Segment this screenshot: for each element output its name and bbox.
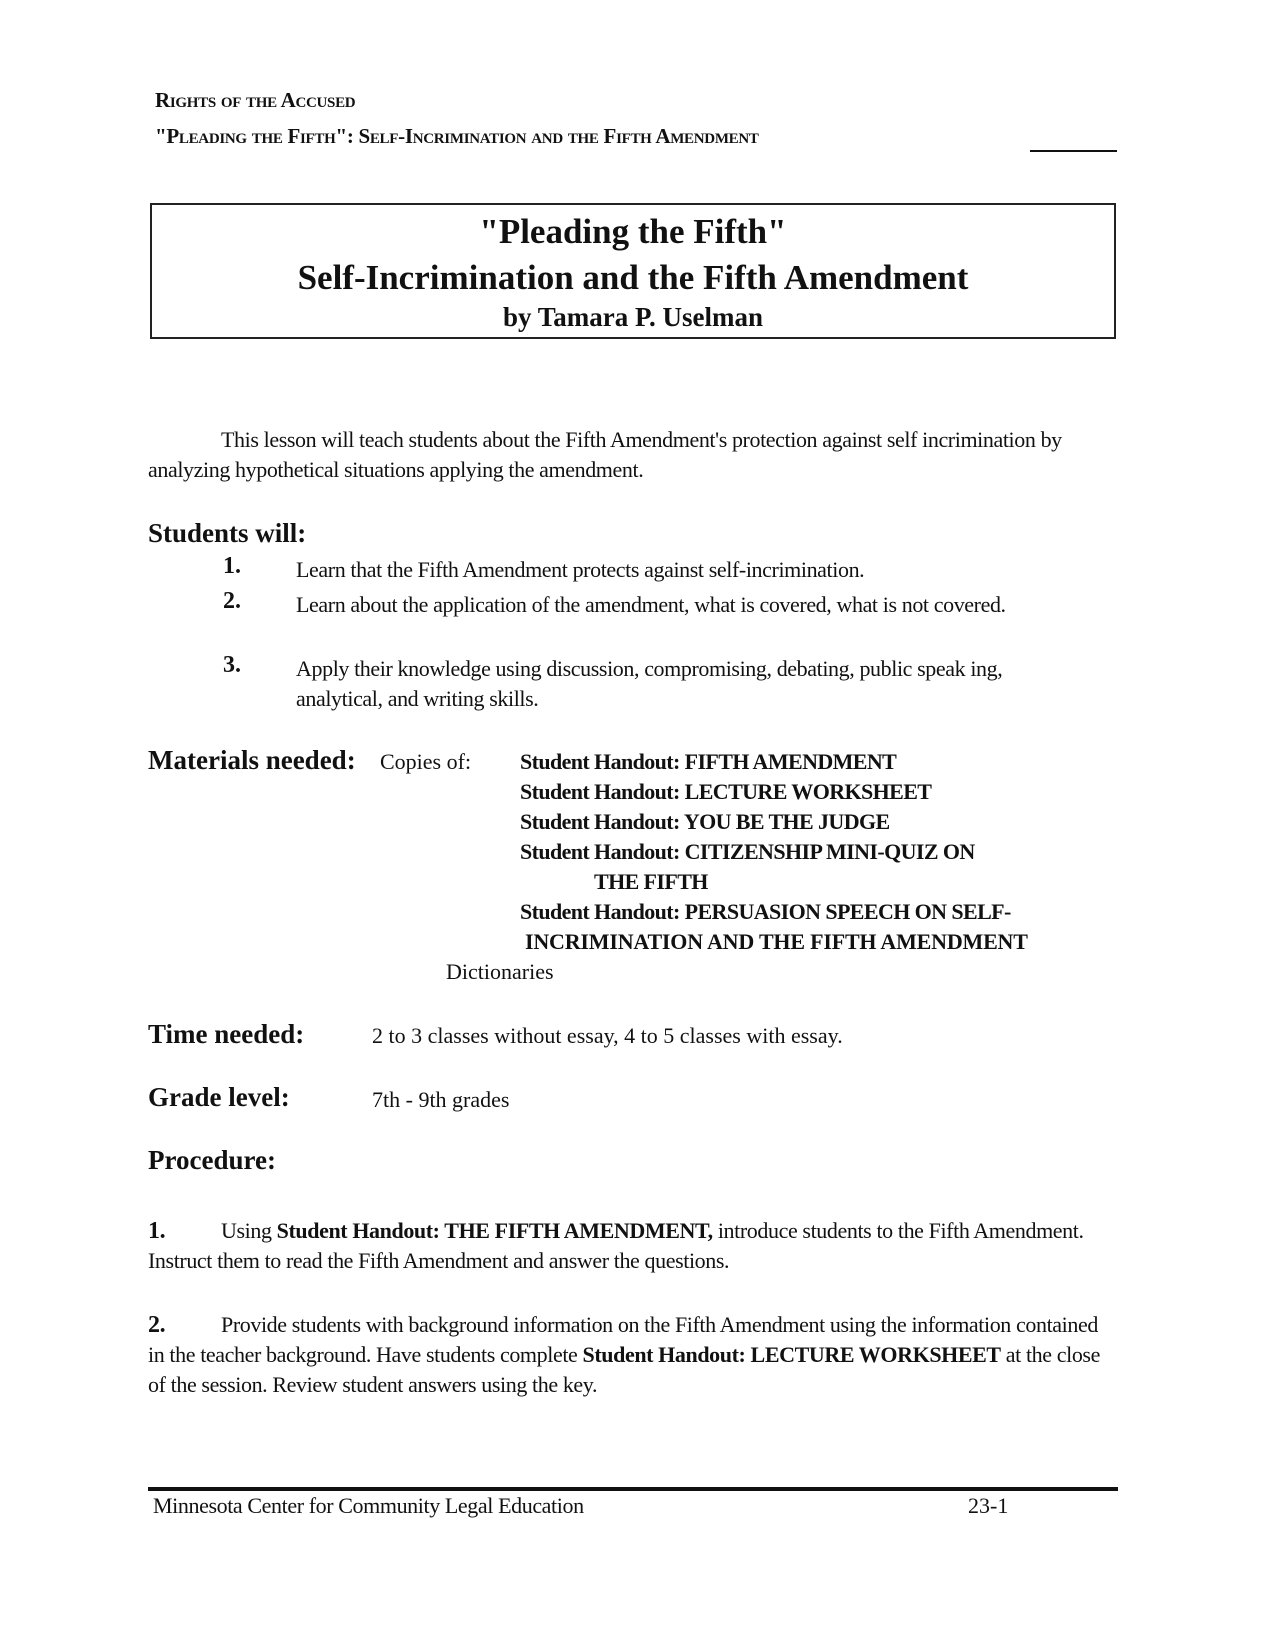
step-text: Using xyxy=(221,1218,277,1243)
footer-organization: Minnesota Center for Community Legal Education xyxy=(153,1493,584,1518)
handout-item-continued: THE FIFTH xyxy=(594,869,708,894)
objective-text: Apply their knowledge using discussion, compromising, debating, public speak ing, analytical, and writing skills. xyxy=(296,656,1003,711)
procedure-heading: Procedure: xyxy=(148,1145,276,1175)
time-needed-value: 2 to 3 classes without essay, 4 to 5 classes with essay. xyxy=(372,1023,843,1048)
intro-paragraph: This lesson will teach students about the Fifth Amendment's protection against self incrimination by analyzing hypothetical situations applying the amendment. xyxy=(148,427,1062,482)
copies-of-label: Copies of: xyxy=(380,749,472,774)
step-text: introduce students to the Fifth Amendment. Instruct them to read the Fifth Amendment and answer the questions. xyxy=(148,1218,1084,1273)
running-header-lesson: "Pleading the Fifth": Self-Incrimination and the Fifth Amendment xyxy=(155,124,759,148)
time-needed-heading: Time needed: xyxy=(148,1019,305,1049)
footer-rule xyxy=(148,1487,1118,1491)
materials-extra: Dictionaries xyxy=(446,959,554,984)
handout-item: Student Handout: FIFTH AMENDMENT xyxy=(520,749,897,774)
objective-text: Learn about the application of the amendment, what is covered, what is not covered. xyxy=(296,592,1006,617)
handout-item: Student Handout: PERSUASION SPEECH ON SELF- xyxy=(520,899,1011,924)
procedure-step xyxy=(148,1310,1118,1400)
objective-number: 3. xyxy=(223,652,241,678)
step-handout-ref: Student Handout: THE FIFTH AMENDMENT, xyxy=(276,1218,713,1243)
handout-item-continued: INCRIMINATION AND THE FIFTH AMENDMENT xyxy=(525,929,1028,954)
step-handout-ref: Student Handout: LECTURE WORKSHEET xyxy=(582,1342,1001,1367)
objective-number: 2. xyxy=(223,588,241,614)
title-main: "Pleading the Fifth" xyxy=(479,212,787,251)
step-text: at the close of the session. Review student answers using the key. xyxy=(148,1342,1100,1397)
objective-number: 1. xyxy=(223,553,241,579)
handout-item: Student Handout: LECTURE WORKSHEET xyxy=(520,779,932,804)
page-number: 23-1 xyxy=(968,1493,1009,1518)
handout-item: Student Handout: CITIZENSHIP MINI-QUIZ ON xyxy=(520,839,975,864)
handout-item: Student Handout: YOU BE THE JUDGE xyxy=(520,809,890,834)
procedure-step xyxy=(148,1216,1118,1276)
students-will-heading: Students will: xyxy=(148,518,307,548)
materials-heading: Materials needed: xyxy=(148,745,356,775)
step-number: 2. xyxy=(148,1312,166,1338)
running-header-section: Rights of the Accused xyxy=(155,88,356,112)
title-box xyxy=(150,203,1116,339)
step-number: 1. xyxy=(148,1218,166,1244)
objective-text: Learn that the Fifth Amendment protects against self-incrimination. xyxy=(296,557,865,582)
title-author: by Tamara P. Uselman xyxy=(502,302,764,332)
title-subtitle: Self-Incrimination and the Fifth Amendment xyxy=(297,258,969,297)
grade-level-heading: Grade level: xyxy=(148,1082,290,1112)
grade-level-value: 7th - 9th grades xyxy=(372,1087,510,1112)
step-text: Provide students with background information on the Fifth Amendment using the information contained in the teacher background. Have students complete xyxy=(148,1312,1098,1367)
header-rule xyxy=(1030,150,1117,152)
